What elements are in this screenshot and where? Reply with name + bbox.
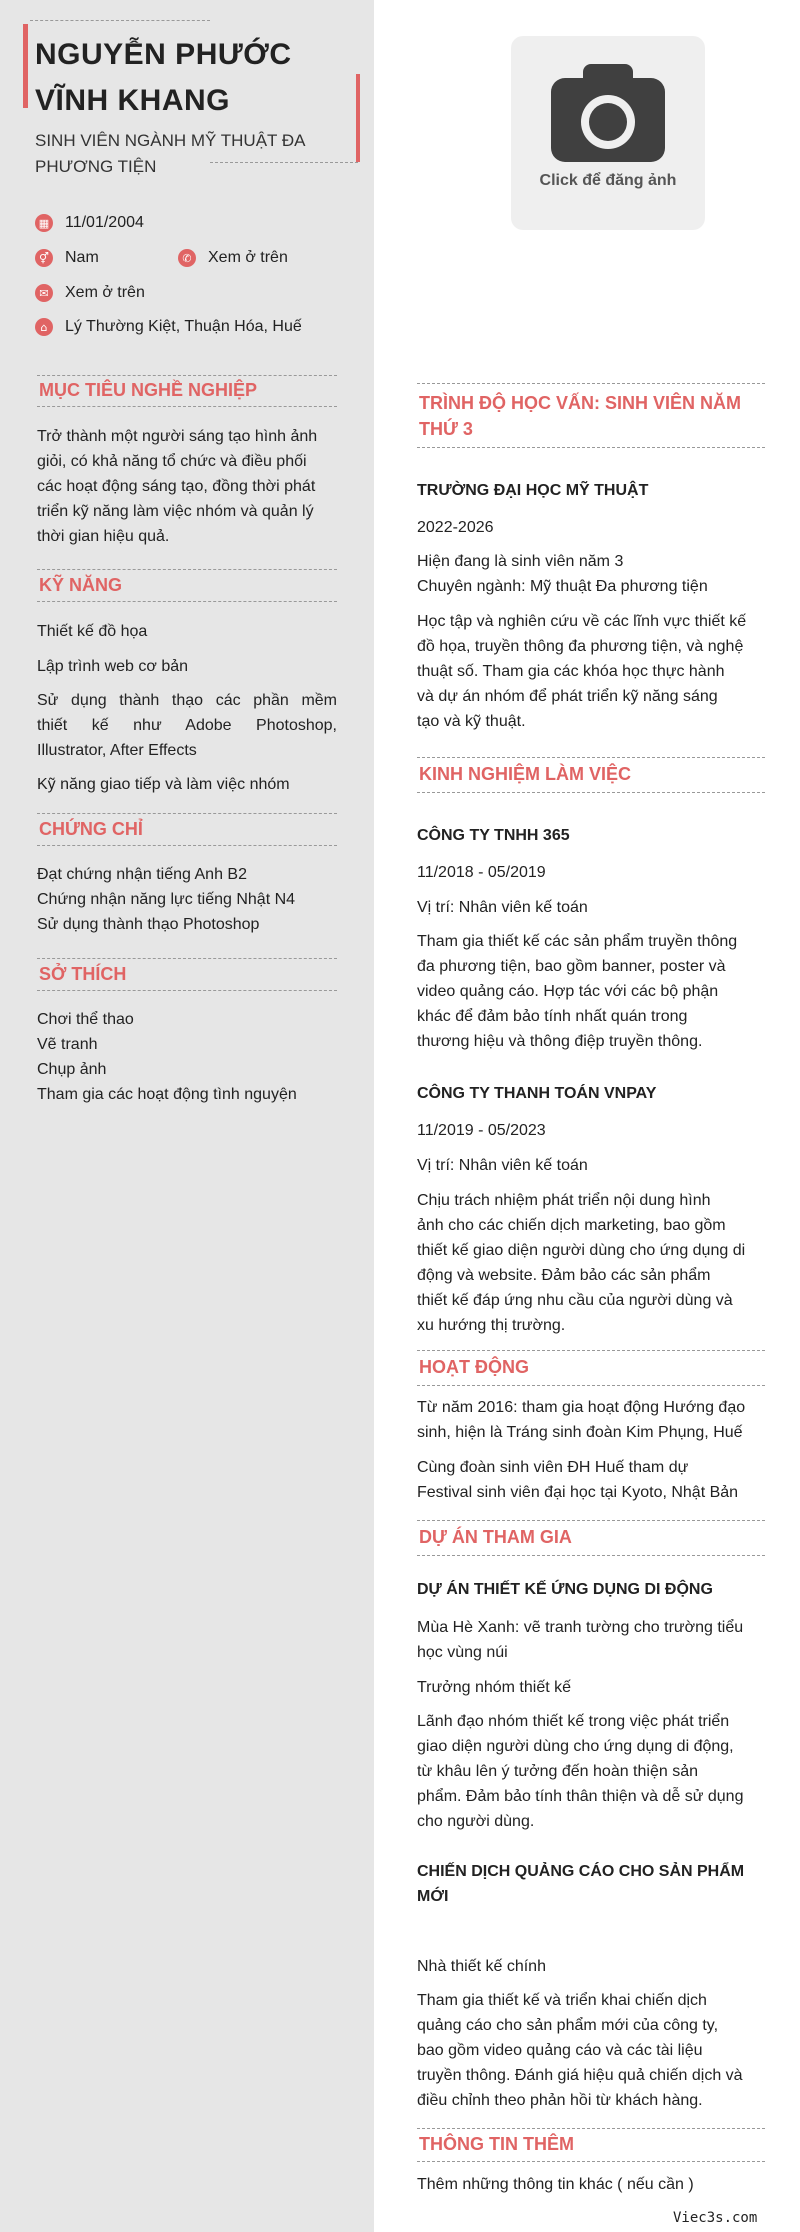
certificate-item: Sử dụng thành thạo Photoshop <box>37 916 260 933</box>
hobbies-list[interactable] <box>37 1007 297 1107</box>
company-name[interactable]: CÔNG TY TNHH 365 <box>417 827 570 844</box>
certificate-item: Chứng nhận năng lực tiếng Nhật N4 <box>37 891 296 908</box>
divider <box>417 792 765 793</box>
text-line: Illustrator, After Effects <box>37 742 197 759</box>
photo-upload-label[interactable]: Click để đăng ảnh <box>539 172 677 189</box>
text-line: sinh, hiện là Tráng sinh đoàn Kim Phụng, Huế <box>417 1424 743 1441</box>
text-line: thiết kế giao diện người dùng cho ứng dụng di <box>417 1242 746 1259</box>
home-icon: ⌂ <box>35 318 53 336</box>
certificates-list[interactable] <box>37 862 295 937</box>
address-row <box>35 318 302 336</box>
text-line: động và website. Đảm bảo các sản phẩm <box>417 1267 711 1284</box>
text-line: từ khâu lên ý tưởng đến hoàn thiện sản <box>417 1763 698 1780</box>
text-line: triển kỹ năng làm việc nhóm và quản lý <box>37 503 314 520</box>
text-line: Lãnh đạo nhóm thiết kế trong việc phát triển <box>417 1713 730 1730</box>
activity-item[interactable] <box>417 1455 777 1505</box>
text-line: phẩm. Đảm bảo tính thân thiện và dễ sử dụng <box>417 1788 744 1805</box>
divider <box>417 2161 765 2162</box>
gender-row <box>35 249 99 267</box>
text-line: video quảng cáo. Hợp tác với các bộ phận <box>417 983 719 1000</box>
phone-row <box>178 249 288 267</box>
calendar-icon: ▦ <box>35 214 53 232</box>
text-line: các hoạt động sáng tạo, đồng thời phát <box>37 478 316 495</box>
email-icon: ✉ <box>35 284 53 302</box>
text-line: học vùng núi <box>417 1644 508 1661</box>
job-position[interactable]: Vị trí: Nhân viên kế toán <box>417 1157 588 1174</box>
divider <box>417 2128 765 2129</box>
text-line: và dự án nhóm để phát triển kỹ năng sáng <box>417 688 718 705</box>
hobby-item: Vẽ tranh <box>37 1036 98 1053</box>
education-years[interactable]: 2022-2026 <box>417 519 494 536</box>
text-line: khác để đảm bảo tính nhất quán trong <box>417 1008 688 1025</box>
camera-icon <box>551 64 665 162</box>
address-value[interactable]: Lý Thường Kiệt, Thuận Hóa, Huế <box>65 318 302 335</box>
school-name[interactable]: TRƯỜNG ĐẠI HỌC MỸ THUẬT <box>417 482 649 499</box>
project-description[interactable] <box>417 1988 777 2113</box>
text-line: bao gồm video quảng cáo và các tài liệu <box>417 2042 703 2059</box>
text-line: điều chỉnh theo phản hồi từ khách hàng. <box>417 2092 703 2109</box>
text-line: thời gian hiệu quả. <box>37 528 170 545</box>
projects-heading: DỰ ÁN THAM GIA <box>419 1527 572 1547</box>
birthday-value[interactable]: 11/01/2004 <box>65 214 144 231</box>
hobbies-heading: SỞ THÍCH <box>39 964 127 984</box>
extra-text[interactable]: Thêm những thông tin khác ( nếu cần ) <box>417 2176 694 2193</box>
job-description[interactable] <box>417 929 767 1054</box>
divider <box>37 990 337 991</box>
hobby-item: Chụp ảnh <box>37 1061 107 1078</box>
education-major[interactable]: Chuyên ngành: Mỹ thuật Đa phương tiện <box>417 578 708 595</box>
phone-icon: ✆ <box>178 249 196 267</box>
divider <box>417 757 765 758</box>
job-description[interactable] <box>417 1188 777 1338</box>
text-line: giỏi, có khả năng tổ chức và điều phối <box>37 453 307 470</box>
certificate-item: Đạt chứng nhận tiếng Anh B2 <box>37 866 247 883</box>
skill-item[interactable]: Kỹ năng giao tiếp và làm việc nhóm <box>37 776 290 793</box>
text-line: xu hướng thị trường. <box>417 1317 566 1334</box>
text-line: Trở thành một người sáng tạo hình ảnh <box>37 428 318 445</box>
company-name[interactable]: CÔNG TY THANH TOÁN VNPAY <box>417 1085 657 1102</box>
text-line: Mùa Hè Xanh: vẽ tranh tường cho trường tiểu <box>417 1619 744 1636</box>
certificates-heading: CHỨNG CHỈ <box>39 819 143 839</box>
project-role[interactable]: Trưởng nhóm thiết kế <box>417 1679 572 1696</box>
text-line: Học tập và nghiên cứu về các lĩnh vực thiết kế <box>417 613 747 630</box>
divider <box>37 813 337 814</box>
text-line: thuật số. Tham gia các khóa học thực hành <box>417 663 725 680</box>
objective-heading: MỤC TIÊU NGHỀ NGHIỆP <box>39 380 258 400</box>
text-line: Sử dụng thành thạo các phần mềm <box>37 692 337 709</box>
text-line: giao diện người dùng cho ứng dụng di động, <box>417 1738 734 1755</box>
text-line: đa phương tiện, bao gồm banner, poster và <box>417 958 726 975</box>
project-name[interactable] <box>417 1859 777 1909</box>
birthday-row <box>35 214 144 232</box>
hobby-item: Tham gia các hoạt động tình nguyện <box>37 1086 297 1103</box>
text-line: Festival sinh viên đại học tại Kyoto, Nhật Bản <box>417 1484 739 1501</box>
skill-item[interactable] <box>37 688 337 763</box>
job-position[interactable]: Vị trí: Nhân viên kế toán <box>417 899 588 916</box>
extra-heading: THÔNG TIN THÊM <box>419 2134 574 2154</box>
skill-item[interactable]: Lập trình web cơ bản <box>37 658 189 675</box>
text-line: MỚI <box>417 1888 449 1905</box>
project-description[interactable] <box>417 1709 777 1834</box>
text-line: đồ họa, truyền thông đa phương tiện, và nghệ <box>417 638 744 655</box>
objective-text[interactable] <box>37 424 337 549</box>
divider <box>37 569 337 570</box>
text-line: ảnh cho các chiến dịch marketing, bao gồm <box>417 1217 726 1234</box>
divider <box>417 447 765 448</box>
education-heading <box>419 390 741 442</box>
text-line: Tham gia thiết kế và triển khai chiến dịch <box>417 1992 707 2009</box>
experience-heading: KINH NGHIỆM LÀM VIỆC <box>419 764 632 784</box>
job-period[interactable]: 11/2018 - 05/2019 <box>417 864 546 881</box>
text-line: Chịu trách nhiệm phát triển nội dung hình <box>417 1192 711 1209</box>
skills-heading: KỸ NĂNG <box>39 575 123 595</box>
text-line: Tham gia thiết kế các sản phẩm truyền thông <box>417 933 738 950</box>
divider <box>417 383 765 384</box>
divider <box>37 601 337 602</box>
job-period[interactable]: 11/2019 - 05/2023 <box>417 1122 546 1139</box>
divider <box>417 1520 765 1521</box>
project-role[interactable]: Nhà thiết kế chính <box>417 1958 546 1975</box>
accent-bar <box>23 24 28 108</box>
gender-icon: ⚥ <box>35 249 53 267</box>
divider <box>37 958 337 959</box>
text-line: thiết kế như Adobe Photoshop, <box>37 717 337 734</box>
text-line: thiết kế đáp ứng nhu cầu của người dùng và <box>417 1292 733 1309</box>
divider <box>37 406 337 407</box>
text-line: truyền thông. Đánh giá hiệu quả chiến dịch và <box>417 2067 743 2084</box>
text-line: CHIẾN DỊCH QUẢNG CÁO CHO SẢN PHẨM <box>417 1863 745 1880</box>
divider <box>417 1385 765 1386</box>
accent-bar <box>356 74 360 162</box>
text-line: Cùng đoàn sinh viên ĐH Huế tham dự <box>417 1459 689 1476</box>
email-value[interactable]: Xem ở trên <box>65 284 145 301</box>
activities-heading: HOẠT ĐỘNG <box>419 1357 529 1377</box>
skill-item[interactable]: Thiết kế đồ họa <box>37 623 148 640</box>
gender-value[interactable]: Nam <box>65 249 99 266</box>
phone-value[interactable]: Xem ở trên <box>208 249 288 266</box>
divider <box>30 20 210 21</box>
text-line: cho người dùng. <box>417 1813 535 1830</box>
job-title <box>35 128 335 180</box>
role-line: PHƯƠNG TIỆN <box>35 157 157 176</box>
text-line: Từ năm 2016: tham gia hoạt động Hướng đạo <box>417 1399 746 1416</box>
name-line: NGUYỄN PHƯỚC <box>35 38 292 71</box>
divider <box>37 375 337 376</box>
divider <box>417 1555 765 1556</box>
heading-line: TRÌNH ĐỘ HỌC VẤN: SINH VIÊN NĂM <box>419 393 742 413</box>
email-row <box>35 284 145 302</box>
footer-brand[interactable]: Viec3s.com <box>673 2210 758 2226</box>
divider <box>37 845 337 846</box>
hobby-item: Chơi thể thao <box>37 1011 134 1028</box>
full-name <box>35 32 292 124</box>
project-name[interactable]: DỰ ÁN THIẾT KẾ ỨNG DỤNG DI ĐỘNG <box>417 1581 713 1598</box>
education-description[interactable] <box>417 609 767 734</box>
activity-item[interactable] <box>417 1395 777 1445</box>
education-status[interactable]: Hiện đang là sinh viên năm 3 <box>417 553 624 570</box>
divider <box>417 1350 765 1351</box>
project-subtitle[interactable] <box>417 1615 777 1665</box>
role-line: SINH VIÊN NGÀNH MỸ THUẬT ĐA <box>35 131 306 150</box>
text-line: quảng cáo cho sản phẩm mới của công ty, <box>417 2017 719 2034</box>
text-line: thương hiệu và thông điệp truyền thông. <box>417 1033 703 1050</box>
name-line: VĨNH KHANG <box>35 84 231 117</box>
heading-line: THỨ 3 <box>419 419 473 439</box>
text-line: tạo và kỹ thuật. <box>417 713 526 730</box>
